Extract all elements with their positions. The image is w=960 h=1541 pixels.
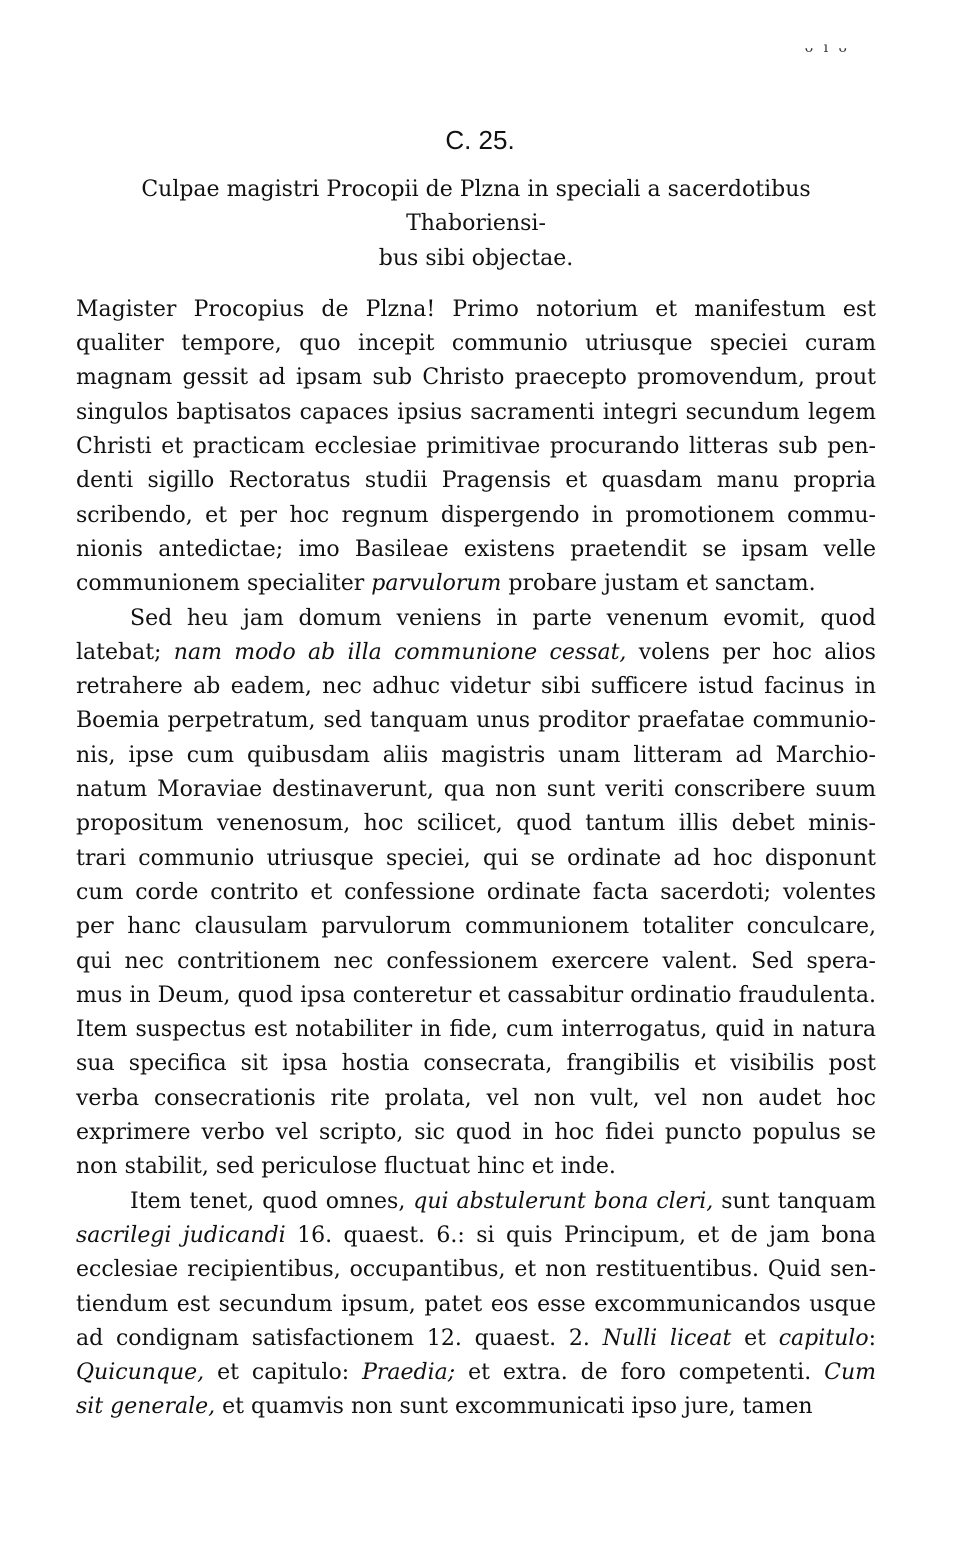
paragraphs [76, 293, 876, 1425]
text-line: verba consecrationis rite prolata, vel non vult, vel non audet hoc [76, 1085, 876, 1111]
paragraph [76, 293, 876, 602]
text-line: denti sigillo Rectoratus studii Pragensis et quasdam manu propria [76, 468, 876, 494]
text-line: trari communio utriusque speciei, qui se ordinate ad hoc disponunt [76, 845, 876, 871]
text-line: tiendum est secundum ipsum, patet eos esse excommunicandos usque [76, 1291, 876, 1317]
text-line: sua specifica sit ipsa hostia consecrata, frangibilis et visibilis post [76, 1051, 876, 1077]
text-line: retrahere ab eadem, nec adhuc videtur sibi sufficere istud facinus in [76, 674, 876, 700]
paragraph [76, 1185, 876, 1425]
heading-line: Culpae magistri Procopii de Plzna in speciali a sacerdotibus Thaboriensi- [141, 177, 811, 237]
text-line: singulos baptisatos capaces ipsius sacramenti integri secundum legem [76, 399, 876, 425]
paragraph [76, 602, 876, 1185]
text-line: natum Moraviae destinaverunt, qua non sunt veriti conscribere suum [76, 777, 876, 803]
text-line: cum corde contrito et confessione ordinate facta sacerdoti; volentes [76, 879, 876, 905]
text-line: Sed heu jam domum veniens in parte venenum evomit, quod [130, 605, 876, 631]
text-line: per hanc clausulam parvulorum communionem totaliter conculcare, [76, 914, 876, 940]
text-line: ecclesiae recipientibus, occupantibus, et non restituentibus. Quid sen- [76, 1257, 876, 1283]
text-line: scribendo, et per hoc regnum dispergendo in promotionem commu- [76, 502, 876, 528]
text-line: non stabilit, sed periculose fluctuat hinc et inde. [76, 1154, 616, 1180]
text-line: Item tenet, quod omnes, qui abstulerunt bona cleri, sunt tanquam [130, 1188, 876, 1214]
text-line: Quicunque, et capitulo: Praedia; et extra. de foro competenti. Cum [76, 1360, 876, 1386]
text-line: nis, ipse cum quibusdam aliis magistris unam litteram ad Marchio- [76, 742, 876, 768]
text-line: sit generale, et quamvis non sunt excommunicati ipso jure, tamen [76, 1394, 813, 1420]
text-line: communionem specialiter parvulorum probare justam et sanctam. [76, 571, 816, 597]
chapter-heading [76, 173, 876, 276]
text-line: ad condignam satisfactionem 12. quaest. 2. Nulli liceat et capitulo: [76, 1325, 877, 1351]
text-line: Magister Procopius de Plzna! Primo notorium et manifestum est [76, 296, 876, 322]
text-line: qui nec contritionem nec confessionem exercere valent. Sed spera- [76, 948, 876, 974]
text-line: nionis antedictae; imo Basileae existens praetendit se ipsam velle [76, 536, 876, 562]
text-line: Item suspectus est notabiliter in fide, cum interrogatus, quid in natura [76, 1017, 876, 1043]
chapter-number: C. 25. [445, 125, 515, 155]
text-line: latebat; nam modo ab illa communione cessat, volens per hoc alios [76, 639, 876, 665]
text-line: qualiter tempore, quo incepit communio utriusque speciei curam [76, 331, 876, 357]
text-line: Boemia perpetratum, sed tanquam unus proditor praefatae communio- [76, 708, 876, 734]
text-line: propositum venenosum, hoc scilicet, quod tantum illis debet minis- [76, 811, 876, 837]
text-line: exprimere verbo vel scripto, sic quod in hoc fidei puncto populus se [76, 1120, 876, 1146]
page-mark: ᴗ ı ᴗ [804, 40, 850, 56]
text-body [76, 173, 876, 1425]
text-line: mus in Deum, quod ipsa conteretur et cassabitur ordinatio fraudulenta. [76, 982, 876, 1008]
heading-line: bus sibi objectae. [378, 245, 574, 271]
text-line: Christi et practicam ecclesiae primitivae procurando litteras sub pen- [76, 434, 876, 460]
text-line: magnam gessit ad ipsam sub Christo praecepto promovendum, prout [76, 365, 876, 391]
text-line: sacrilegi judicandi 16. quaest. 6.: si quis Principum, et de jam bona [76, 1222, 876, 1248]
